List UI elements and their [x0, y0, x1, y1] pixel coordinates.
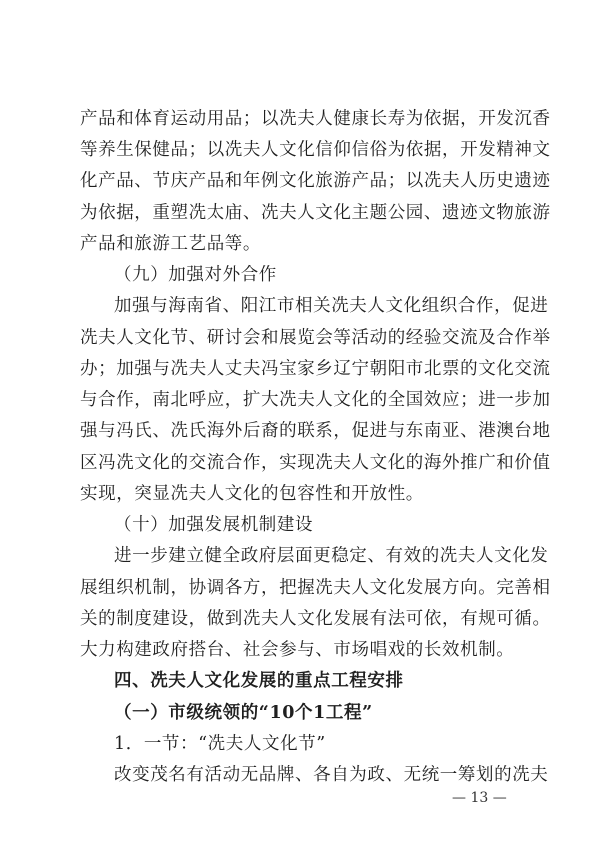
body-line: 实现，突显冼夫人文化的包容性和开放性。 [80, 483, 424, 504]
body-line: 办；加强与冼夫人丈夫冯宝家乡辽宁朝阳市北票的文化交流 [80, 358, 551, 379]
body-line: 关的制度建设，做到冼夫人文化发展有法可依，有规可循。 [80, 608, 551, 629]
body-line: 加强与海南省、阳江市相关冼夫人文化组织合作，促进 [114, 296, 549, 317]
section-heading: （十）加强发展机制建设 [114, 515, 314, 536]
body-line: 改变茂名有活动无品牌、各自为政、无统一筹划的冼夫 [114, 765, 549, 786]
section-heading: （九）加强对外合作 [114, 265, 277, 286]
page-number: — 13 — [452, 790, 507, 806]
body-line: 与合作，南北呼应，扩大冼夫人文化的全国效应；进一步加 [80, 390, 551, 411]
item-heading: 1．一节：“冼夫人文化节” [114, 733, 326, 754]
body-line: 产品和体育运动用品；以冼夫人健康长寿为依据，开发沉香 [80, 109, 551, 129]
body-line: 强与冯氏、冼氏海外后裔的联系，促进与东南亚、港澳台地 [80, 421, 551, 442]
body-line: 冼夫人文化节、研讨会和展览会等活动的经验交流及合作举 [80, 327, 551, 348]
body-line: 产品和旅游工艺品等。 [80, 233, 261, 254]
body-line: 等养生保健品；以冼夫人文化信仰信俗为依据，开发精神文 [80, 140, 551, 161]
subsection-heading: （一）市级统领的“10个1工程” [114, 702, 373, 723]
chapter-heading: 四、冼夫人文化发展的重点工程安排 [114, 671, 404, 692]
body-line: 化产品、节庆产品和年例文化旅游产品；以冼夫人历史遗迹 [80, 171, 551, 192]
body-line: 为依据，重塑冼太庙、冼夫人文化主题公园、遗迹文物旅游 [80, 202, 551, 223]
body-line: 进一步建立健全政府层面更稳定、有效的冼夫人文化发 [114, 546, 549, 567]
body-line: 大力构建政府搭台、社会参与、市场唱戏的长效机制。 [80, 640, 515, 661]
body-line: 展组织机制，协调各方，把握冼夫人文化发展方向。完善相 [80, 577, 551, 598]
body-line: 区冯冼文化的交流合作，实现冼夫人文化的海外推广和价值 [80, 452, 551, 473]
